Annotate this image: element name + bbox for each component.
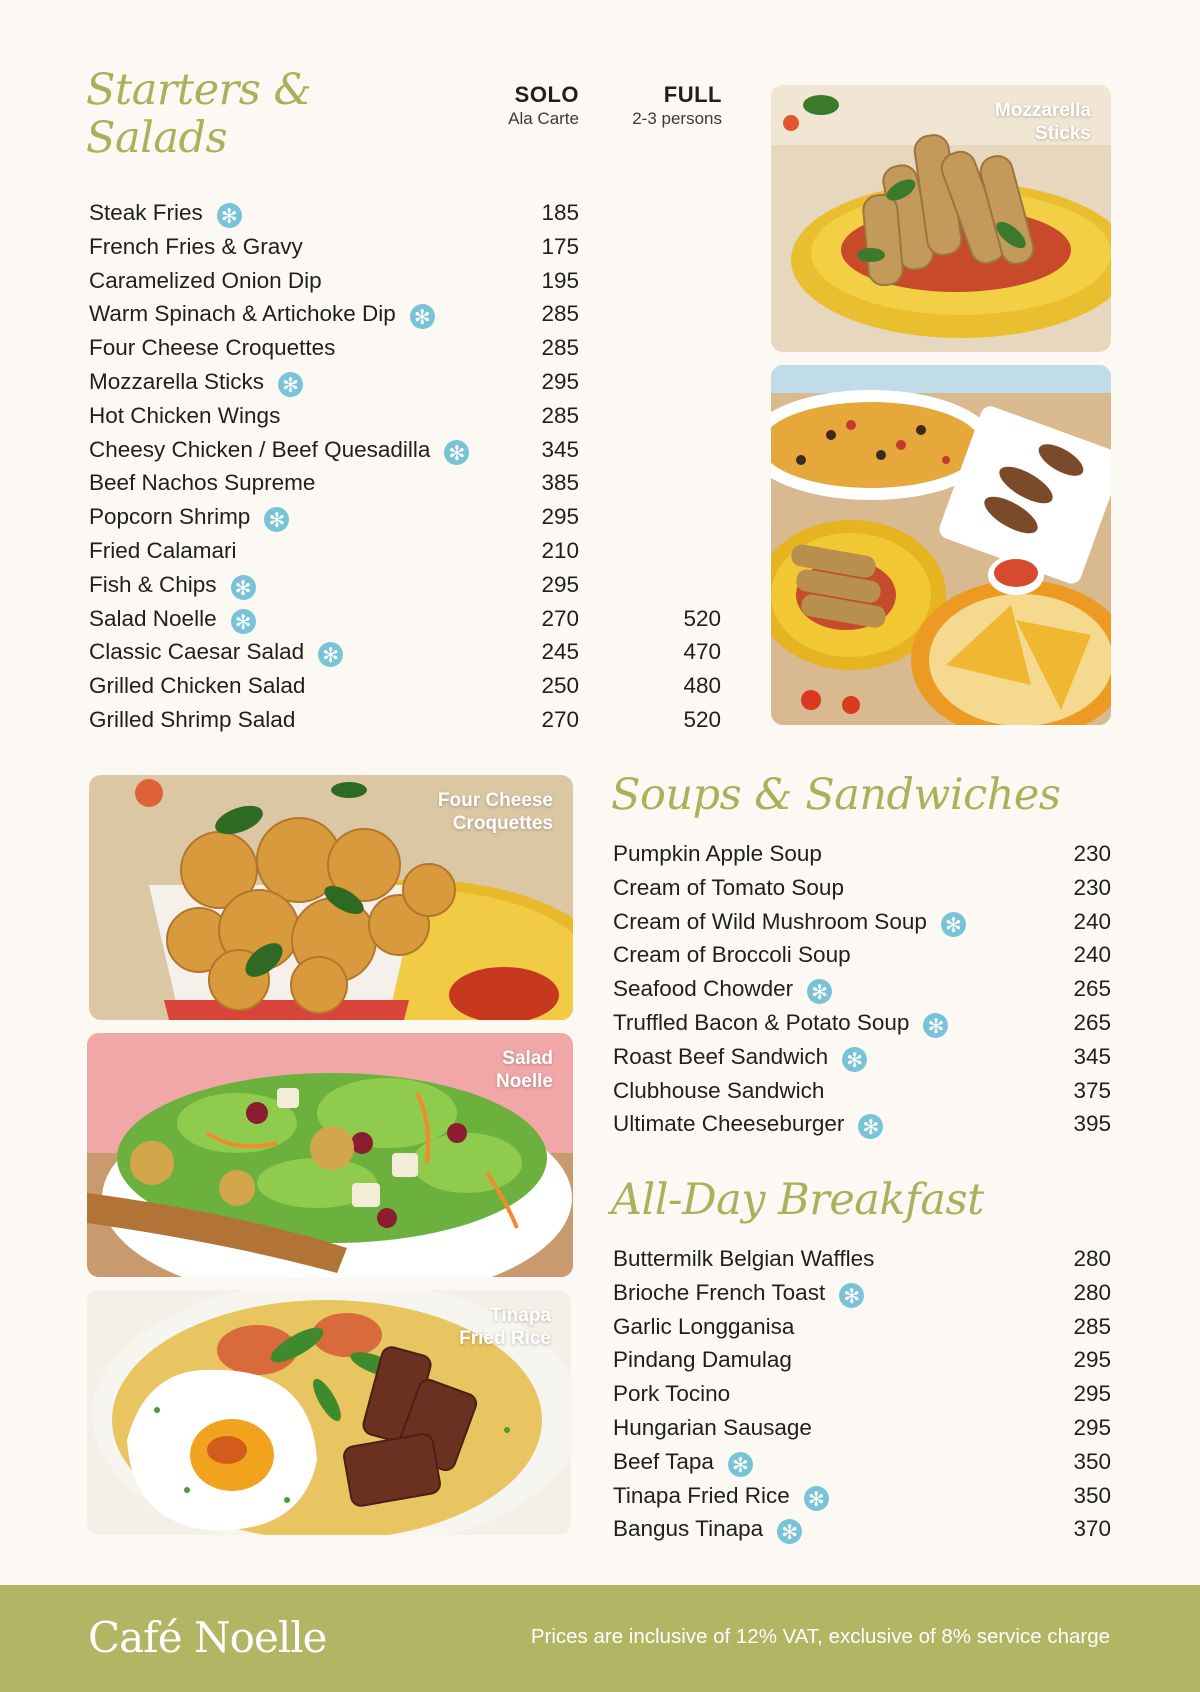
full-price: 520 (683, 706, 721, 732)
menu-item-label: Garlic Longganisa (613, 1313, 795, 1339)
recommended-star-icon: ✻ (231, 609, 256, 634)
item-price: 265 (1073, 976, 1111, 1002)
menu-item (613, 938, 1111, 972)
menu-item-name (89, 433, 469, 467)
solo-price: 195 (541, 267, 579, 293)
menu-item-name (89, 399, 280, 433)
appetizer-spread-photo (771, 365, 1111, 725)
solo-price: 385 (541, 470, 579, 496)
four-cheese-croquettes-label: Four Cheese Croquettes (437, 790, 553, 834)
menu-item (613, 1040, 1111, 1074)
solo-price: 285 (541, 402, 579, 428)
item-price: 370 (1073, 1516, 1111, 1542)
menu-item-name (613, 938, 851, 972)
recommended-star-icon: ✻ (231, 575, 256, 600)
solo-price: 270 (541, 605, 579, 631)
item-price: 240 (1073, 942, 1111, 968)
menu-item (613, 1343, 1111, 1377)
menu-item-label: Mozzarella Sticks (89, 368, 265, 394)
menu-item (89, 331, 724, 365)
recommended-star-icon: ✻ (264, 507, 289, 532)
menu-item (89, 635, 724, 669)
starters-list (89, 196, 724, 737)
recommended-star-icon: ✻ (839, 1283, 864, 1308)
solo-price: 270 (541, 706, 579, 732)
menu-item-name (89, 669, 305, 703)
recommended-star-icon: ✻ (858, 1114, 883, 1139)
menu-item-label: Seafood Chowder (613, 976, 794, 1002)
menu-item (89, 669, 724, 703)
solo-price: 250 (541, 673, 579, 699)
menu-item (613, 1512, 1111, 1546)
solo-price: 210 (541, 537, 579, 563)
salad-noelle-photo (87, 1033, 573, 1277)
solo-price: 285 (541, 301, 579, 327)
menu-item (613, 1006, 1111, 1040)
menu-item-name (613, 905, 966, 939)
item-price: 240 (1073, 908, 1111, 934)
menu-item-label: Buttermilk Belgian Waffles (613, 1246, 875, 1271)
menu-item-label: Brioche French Toast (613, 1279, 826, 1305)
menu-item-name (613, 1074, 824, 1108)
menu-item-name (613, 1512, 802, 1546)
menu-item-label: Tinapa Fried Rice (613, 1482, 790, 1508)
menu-item-label: Salad Noelle (89, 605, 217, 631)
full-price: 480 (683, 673, 721, 699)
full-sublabel: 2-3 persons (632, 109, 722, 128)
solo-price: 345 (541, 436, 579, 462)
menu-item (89, 703, 724, 737)
tinapa-fried-rice-label: Tinapa Fried Rice (459, 1305, 551, 1349)
menu-item (613, 1074, 1111, 1108)
solo-price: 295 (541, 504, 579, 530)
item-price: 395 (1073, 1111, 1111, 1137)
menu-item (613, 1276, 1111, 1310)
menu-item-label: Warm Spinach & Artichoke Dip (89, 301, 396, 327)
footer-bar (0, 1585, 1200, 1692)
menu-item-name (613, 1006, 948, 1040)
menu-item (89, 365, 724, 399)
menu-item-name (89, 635, 343, 669)
menu-item (613, 905, 1111, 939)
menu-item (89, 602, 724, 636)
menu-item-name (89, 331, 335, 365)
appetizer-spread-image (771, 365, 1111, 725)
recommended-star-icon: ✻ (807, 979, 832, 1004)
soups-title: Soups & Sandwiches (611, 770, 1061, 820)
recommended-star-icon: ✻ (804, 1486, 829, 1511)
menu-item (89, 297, 724, 331)
menu-item (613, 1377, 1111, 1411)
four-cheese-croquettes-photo (89, 775, 573, 1020)
menu-item-label: Fried Calamari (89, 537, 237, 563)
menu-item (613, 837, 1111, 871)
menu-item-name (613, 1479, 829, 1513)
menu-item (89, 500, 724, 534)
solo-price: 185 (541, 200, 579, 225)
solo-price: 295 (541, 368, 579, 394)
soups-list (613, 837, 1111, 1141)
cafe-noelle-logo: Café Noelle (88, 1613, 327, 1662)
menu-item (613, 1107, 1111, 1141)
item-price: 295 (1073, 1414, 1111, 1440)
menu-item-name (89, 500, 289, 534)
menu-item-label: French Fries & Gravy (89, 233, 303, 259)
menu-item (613, 1310, 1111, 1344)
recommended-star-icon: ✻ (842, 1047, 867, 1072)
menu-item-label: Hot Chicken Wings (89, 402, 281, 428)
item-price: 230 (1073, 874, 1111, 900)
menu-item-name (613, 972, 832, 1006)
menu-item-name (89, 264, 322, 298)
item-price: 280 (1073, 1279, 1111, 1305)
menu-item-label: Popcorn Shrimp (89, 504, 251, 530)
menu-item-label: Ultimate Cheeseburger (613, 1111, 845, 1137)
menu-item-label: Beef Tapa (613, 1448, 714, 1474)
menu-item-label: Classic Caesar Salad (89, 639, 305, 665)
mozzarella-sticks-label: Mozzarella Sticks (994, 100, 1091, 144)
item-price: 350 (1073, 1482, 1111, 1508)
pricing-note: Prices are inclusive of 12% VAT, exclusive of 8% service charge (530, 1625, 1110, 1648)
solo-price: 295 (541, 571, 579, 597)
recommended-star-icon: ✻ (410, 304, 435, 329)
menu-item-label: Cheesy Chicken / Beef Quesadilla (89, 436, 431, 462)
menu-item-name (613, 1040, 867, 1074)
mozzarella-sticks-photo (771, 85, 1111, 352)
menu-item-label: Pork Tocino (613, 1381, 731, 1407)
menu-item-label: Pindang Damulag (613, 1347, 792, 1373)
menu-item-name (89, 602, 256, 636)
menu-item (613, 871, 1111, 905)
starters-title-line1: Starters & (86, 65, 312, 115)
item-price: 295 (1073, 1347, 1111, 1373)
menu-item-name (89, 297, 435, 331)
menu-item-label: Truffled Bacon & Potato Soup (613, 1009, 910, 1035)
menu-item-name (613, 1343, 792, 1377)
recommended-star-icon: ✻ (444, 440, 469, 465)
menu-item-label: Pumpkin Apple Soup (613, 841, 822, 866)
menu-item-label: Bangus Tinapa (613, 1516, 764, 1542)
item-price: 285 (1073, 1313, 1111, 1339)
menu-item (89, 230, 724, 264)
menu-item-name (613, 1411, 812, 1445)
menu-item (89, 264, 724, 298)
menu-item (89, 534, 724, 568)
solo-price: 175 (541, 233, 579, 259)
menu-item (89, 568, 724, 602)
solo-price: 245 (541, 639, 579, 665)
menu-item-name (613, 871, 844, 905)
item-price: 295 (1073, 1381, 1111, 1407)
menu-item-name (613, 1445, 753, 1479)
menu-item (613, 1411, 1111, 1445)
starters-title-line2: Salads (86, 113, 228, 163)
full-price: 470 (683, 639, 721, 665)
menu-item-name (613, 1377, 730, 1411)
menu-item-label: Cream of Broccoli Soup (613, 942, 851, 968)
menu-item-name (613, 1107, 883, 1141)
recommended-star-icon: ✻ (777, 1519, 802, 1544)
menu-item-label: Steak Fries (89, 200, 203, 225)
menu-item-label: Clubhouse Sandwich (613, 1077, 825, 1103)
menu-item-name (613, 1310, 794, 1344)
full-column-header (600, 82, 722, 130)
solo-sublabel: Ala Carte (508, 109, 579, 128)
menu-item-label: Cream of Wild Mushroom Soup (613, 908, 927, 934)
recommended-star-icon: ✻ (728, 1452, 753, 1477)
menu-item-label: Fish & Chips (89, 571, 217, 597)
menu-item (613, 972, 1111, 1006)
solo-column-header (460, 82, 579, 130)
solo-price: 285 (541, 335, 579, 361)
menu-item-name (613, 1276, 864, 1310)
starters-title (86, 66, 311, 162)
menu-item-name (89, 230, 303, 264)
recommended-star-icon: ✻ (278, 372, 303, 397)
item-price: 265 (1073, 1009, 1111, 1035)
menu-item-name (89, 703, 295, 737)
menu-item-label: Beef Nachos Supreme (89, 470, 316, 496)
tinapa-fried-rice-photo (87, 1290, 571, 1535)
recommended-star-icon: ✻ (217, 203, 242, 228)
menu-item-label: Caramelized Onion Dip (89, 267, 322, 293)
breakfast-list (613, 1242, 1111, 1546)
menu-item-label: Four Cheese Croquettes (89, 335, 336, 361)
menu-item-name (89, 466, 315, 500)
menu-item-label: Grilled Chicken Salad (89, 673, 306, 699)
menu-item-name (89, 365, 303, 399)
item-price: 375 (1073, 1077, 1111, 1103)
menu-item-name (89, 568, 256, 602)
menu-item (613, 1445, 1111, 1479)
item-price: 230 (1073, 841, 1111, 866)
item-price: 350 (1073, 1448, 1111, 1474)
menu-item-label: Cream of Tomato Soup (613, 874, 844, 900)
full-label: FULL (663, 82, 722, 107)
recommended-star-icon: ✻ (923, 1013, 948, 1038)
item-price: 280 (1073, 1246, 1111, 1271)
item-price: 345 (1073, 1043, 1111, 1069)
full-price: 520 (683, 605, 721, 631)
menu-item (89, 466, 724, 500)
menu-item-name (89, 534, 237, 568)
menu-item (89, 196, 724, 230)
menu-item-label: Hungarian Sausage (613, 1414, 812, 1440)
menu-item-name (613, 837, 822, 871)
recommended-star-icon: ✻ (318, 642, 343, 667)
menu-item-label: Grilled Shrimp Salad (89, 706, 296, 732)
menu-item-name (613, 1242, 874, 1276)
menu-item (89, 399, 724, 433)
breakfast-title: All-Day Breakfast (611, 1175, 984, 1225)
menu-item (613, 1479, 1111, 1513)
recommended-star-icon: ✻ (941, 912, 966, 937)
menu-item (613, 1242, 1111, 1276)
salad-noelle-label: Salad Noelle (495, 1048, 553, 1092)
menu-item (89, 433, 724, 467)
solo-label: SOLO (514, 82, 579, 107)
menu-item-label: Roast Beef Sandwich (613, 1043, 829, 1069)
menu-item-name (89, 196, 242, 230)
